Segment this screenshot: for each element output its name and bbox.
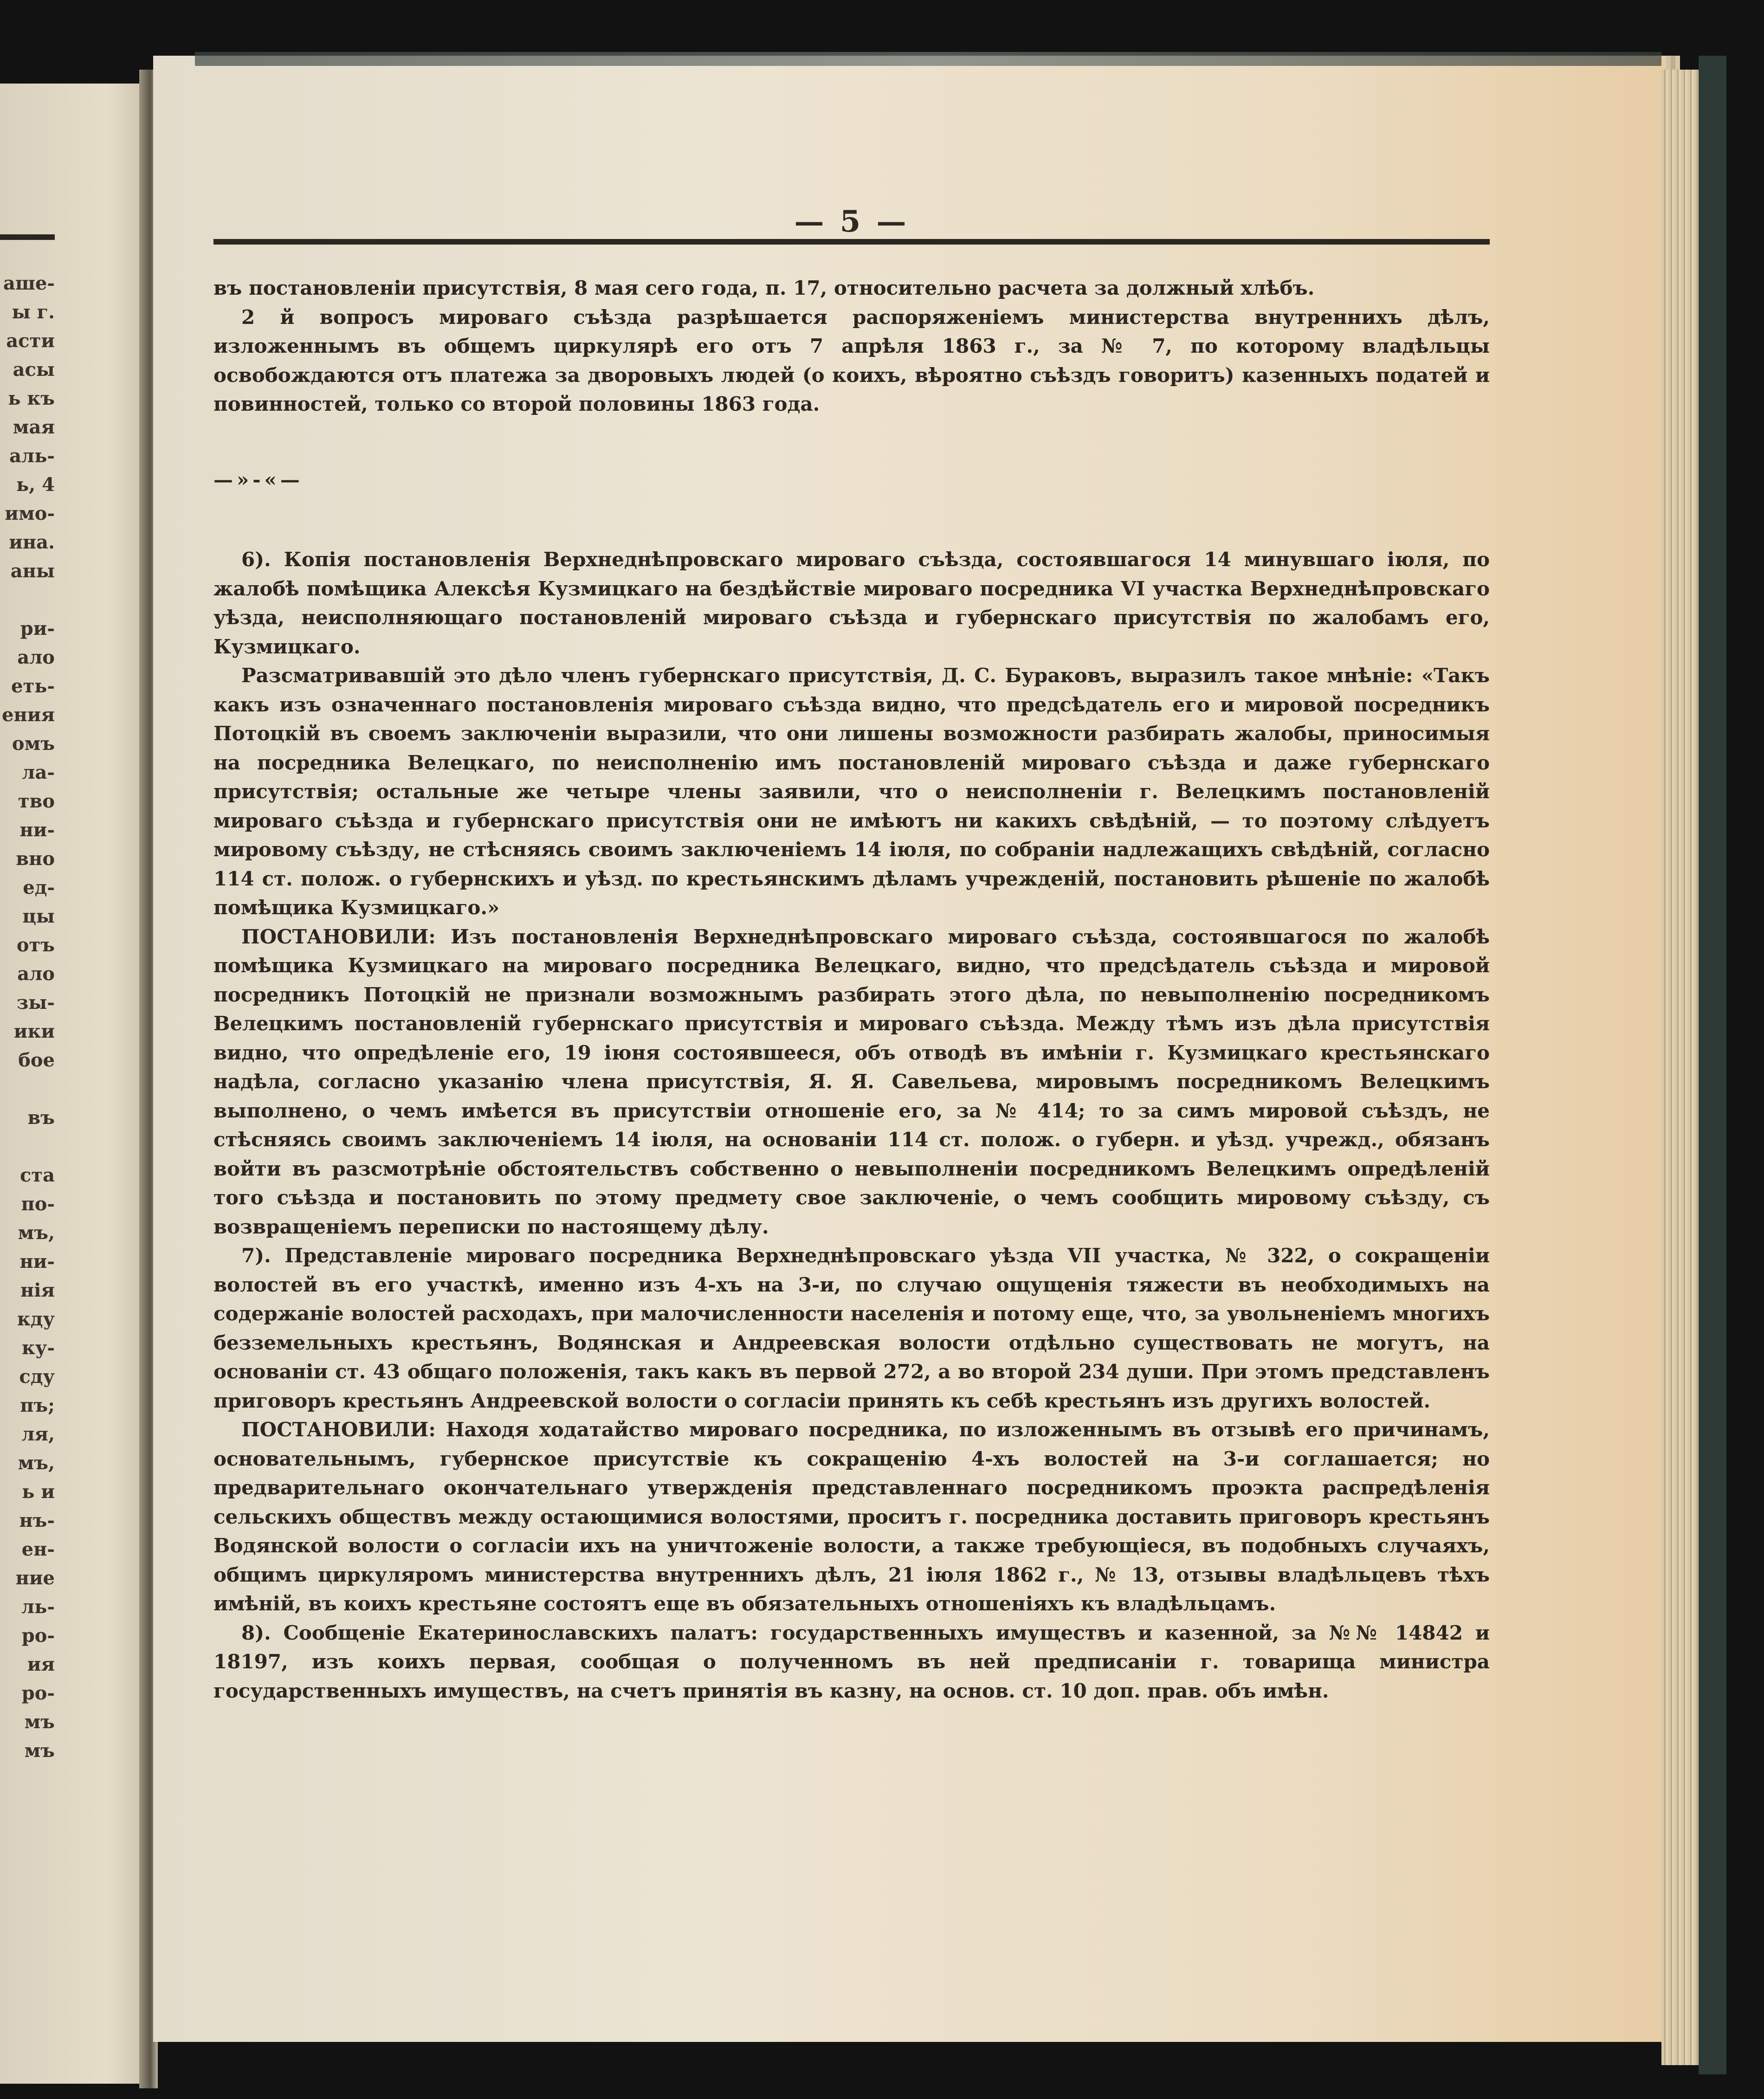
left-fragment-line: еть- [11,675,55,697]
left-fragment-line: нъ- [19,1510,55,1531]
section-separator: —»-«— [213,468,304,491]
left-fragment-line: ения [2,704,55,726]
left-fragment-line: цы [22,905,55,927]
left-fragment-line: ля, [21,1423,55,1445]
left-fragment-line [0,586,55,614]
left-fragment-line: отъ [16,934,55,956]
page-text [213,274,1490,1705]
left-fragment-line: мъ [24,1711,55,1733]
left-fragment-line: мая [13,416,55,438]
left-fragment-line: по- [21,1193,55,1215]
left-fragment-line: ль- [21,1596,55,1618]
left-fragment-line: пъ; [20,1395,55,1416]
paragraph-2: 2 й вопросъ мироваго съѣзда разрѣшается распоряженіемъ министерства внутреннихъ дѣлъ, изложеннымъ въ общемъ циркулярѣ его отъ 7 апрѣля 1863 г., за № 7, по которому владѣльцы освобождаются отъ платежа за дворовыхъ людей (о коихъ, вѣроятно съѣздъ говоритъ) казенныхъ податей и повинностей, только со второй половины 1863 года. [213,305,1490,415]
left-fragment-line: ла- [22,762,55,783]
page-edges [1661,70,1703,2065]
paragraph-resolution-1: ПОСТАНОВИЛИ: Изъ постановленія Верхнеднѣпровскаго мироваго съѣзда, состоявшагося по жалобѣ помѣщика Кузмицкаго на мироваго посредника Велецкаго, видно, что предсѣдатель съѣзда и мировой посредникъ Потоцкій не признали возможнымъ разбирать этого дѣла, по невыполненію посредникомъ Велецкимъ постановленій губернскаго присутствія и мироваго съѣзда. Между тѣмъ изъ дѣла присутствія видно, что опредѣленіе его, 19 іюня состоявшееся, объ отводѣ въ имѣніи г. Кузмицкаго крестьянскаго надѣла, согласно указанію члена присутствія, Я. Я. Савельева, мировымъ посредникомъ Велецкимъ выполнено, о чемъ имѣется въ присутствіи отношеніе его, за № 414; то за симъ мировой съѣздъ, не стѣсняясь своимъ заключеніемъ 14 іюля, на основаніи 114 ст. полож. о губерн. и уѣзд. учрежд., обязанъ войти въ разсмотрѣніе обстоятельствъ собственно о невыполненіи посредникомъ Велецкимъ опредѣленій того съѣзда и постановить по этому предмету свое заключеніе, о чемъ сообщить мировому съѣзду, съ возвращеніемъ переписки по настоящему дѣлу. [213,925,1490,1238]
paragraph-item-8: 8). Сообщеніе Екатеринославскихъ палатъ: государственныхъ имуществъ и казенной, за №№ 14842 и 18197, изъ коихъ первая, сообщая о полученномъ въ ней предписаніи г. товарища министра государственныхъ имуществъ, на счетъ принятія въ казну, на основ. ст. 10 доп. прав. объ имѣн. [213,1621,1490,1702]
left-fragment-line: аль- [9,445,55,467]
left-fragment-line: тво [18,790,55,812]
left-fragment-line: асти [6,330,55,352]
left-fragment-line [0,1075,55,1104]
left-page [0,84,153,2084]
paragraph-1: въ постановленіи присутствія, 8 мая сего года, п. 17, относительно расчета за должный хлѣбъ. [213,277,1315,299]
left-fragment-line: ия [27,1653,55,1675]
left-fragment-line: ед- [23,877,55,898]
left-fragment-line: ста [19,1164,55,1186]
paragraph-item-7: 7). Представленіе мироваго посредника Верхнеднѣпровскаго уѣзда VII участка, № 322, о сокращеніи волостей въ его участкѣ, именно изъ 4-хъ на 3-и, по случаю ощущенія тяжести въ необходимыхъ на содержаніе волостей расходахъ, при малочисленности населенія и потому еще, что, за увольненіемъ многихъ безземельныхъ крестьянъ, Водянская и Андреевская волости отдѣльно существовать не могутъ, на основаніи ст. 43 общаго положенія, такъ какъ въ первой 272, а во второй 234 души. При этомъ представленъ приговоръ крестьянъ Андреевской волости о согласіи принять къ себѣ крестьянъ изъ другихъ волостей. [213,1244,1490,1412]
paragraph-opinion: Разсматривавшій это дѣло членъ губернскаго присутствія, Д. С. Бураковъ, выразилъ такое мнѣніе: «Такъ какъ изъ означеннаго постановленія мироваго съѣзда видно, что предсѣдатель его и мировой посредникъ Потоцкій въ своемъ заключеніи выразили, что они лишены возможности разбирать жалобы, приносимыя на посредника Велецкаго, по неисполненію имъ постановленій мироваго съѣзда и даже губернскаго присутствія; остальные же четыре члены заявили, что о неисполненіи г. Велецкимъ постановленій мироваго съѣзда и губернскаго присутствія они не имѣютъ ни какихъ свѣдѣній, — то поэтому слѣдуетъ мировому съѣзду, не стѣсняясь своимъ заключеніемъ 14 іюля, по собраніи надлежащихъ свѣдѣній, согласно 114 ст. полож. о губернскихъ и уѣзд. по крестьянскимъ дѣламъ учрежденій, постановить рѣшеніе по жалобѣ помѣщика Кузмицкаго.» [213,664,1490,919]
left-fragment-line: мъ, [18,1222,55,1244]
left-fragment-line: ь и [22,1481,55,1503]
left-fragment-line: ало [17,646,55,668]
left-fragment-line: асы [13,359,55,381]
left-fragment-line: въ [27,1107,55,1129]
paragraph-resolution-2: ПОСТАНОВИЛИ: Находя ходатайство мироваго посредника, по изложеннымъ въ отзывѣ его причинамъ, основательнымъ, губернское присутствіе къ сокращенію 4-хъ волостей на 3-и соглашается; но предварительнаго окончательнаго утвержденія представленнаго посредникомъ проэкта распредѣленія сельскихъ обществъ между остающимися волостями, проситъ г. посредника доставить приговоръ крестьянъ Водянской волости о согласіи ихъ на уничтоженіе волости, а также требующіеся, въ подобныхъ случаяхъ, общимъ циркуляромъ министерства внутреннихъ дѣлъ, 21 іюля 1862 г., № 13, отзывы владѣльцевъ тѣхъ имѣній, въ коихъ крестьяне состоятъ еще въ обязательныхъ отношеніяхъ къ владѣльцамъ. [213,1418,1490,1615]
book-cover [1699,56,1726,2074]
left-fragment-line: ро- [21,1682,55,1704]
left-fragment-line: ро- [21,1625,55,1647]
left-fragment-line: ь къ [8,388,55,409]
left-fragment-line: ен- [21,1538,55,1560]
paragraph-item-6: 6). Копія постановленія Верхнеднѣпровскаго мироваго съѣзда, состоявшагося 14 минувшаго іюля, по жалобѣ помѣщика Алексѣя Кузмицкаго на бездѣйствіе мироваго посредника VI участка Верхнеднѣпровскаго уѣзда, неисполняющаго постановленій мироваго съѣзда и губернскаго присутствія по жалобамъ его, Кузмицкаго. [213,548,1490,658]
page-number: — 5 — [794,204,909,239]
left-fragment-line: мъ [24,1740,55,1762]
left-fragment-line: вно [16,848,55,870]
left-fragment-line: ни- [19,819,55,841]
left-fragment-line: сду [19,1366,55,1388]
left-fragment-line: ку- [21,1337,55,1359]
left-fragment-line: ы г. [12,301,55,323]
left-fragment-line: зы- [16,992,55,1014]
left-fragment-line: ало [17,963,55,985]
left-fragment-line: ь, 4 [16,474,55,496]
right-page [153,56,1666,2042]
left-fragment-line: имо- [5,503,55,524]
header-rule [213,239,1490,245]
left-fragment-line: ни- [19,1251,55,1272]
left-fragment-line: аше- [3,272,55,294]
left-fragment-line: бое [18,1049,55,1071]
left-fragment-line: ина. [9,531,55,553]
left-fragment-line: ики [13,1020,55,1042]
left-fragment-line: мъ, [18,1452,55,1474]
left-page-rule [0,234,55,240]
left-fragment-line: нія [20,1279,55,1301]
binding-top-edge [195,52,1661,66]
left-fragment-line: аны [10,560,55,582]
left-fragment-line: ние [15,1567,55,1589]
left-fragment-line: омъ [12,733,55,755]
left-page-text-fragments [0,269,55,1765]
left-fragment-line: ри- [20,618,55,639]
left-fragment-line [0,1132,55,1161]
left-fragment-line: кду [17,1308,55,1330]
